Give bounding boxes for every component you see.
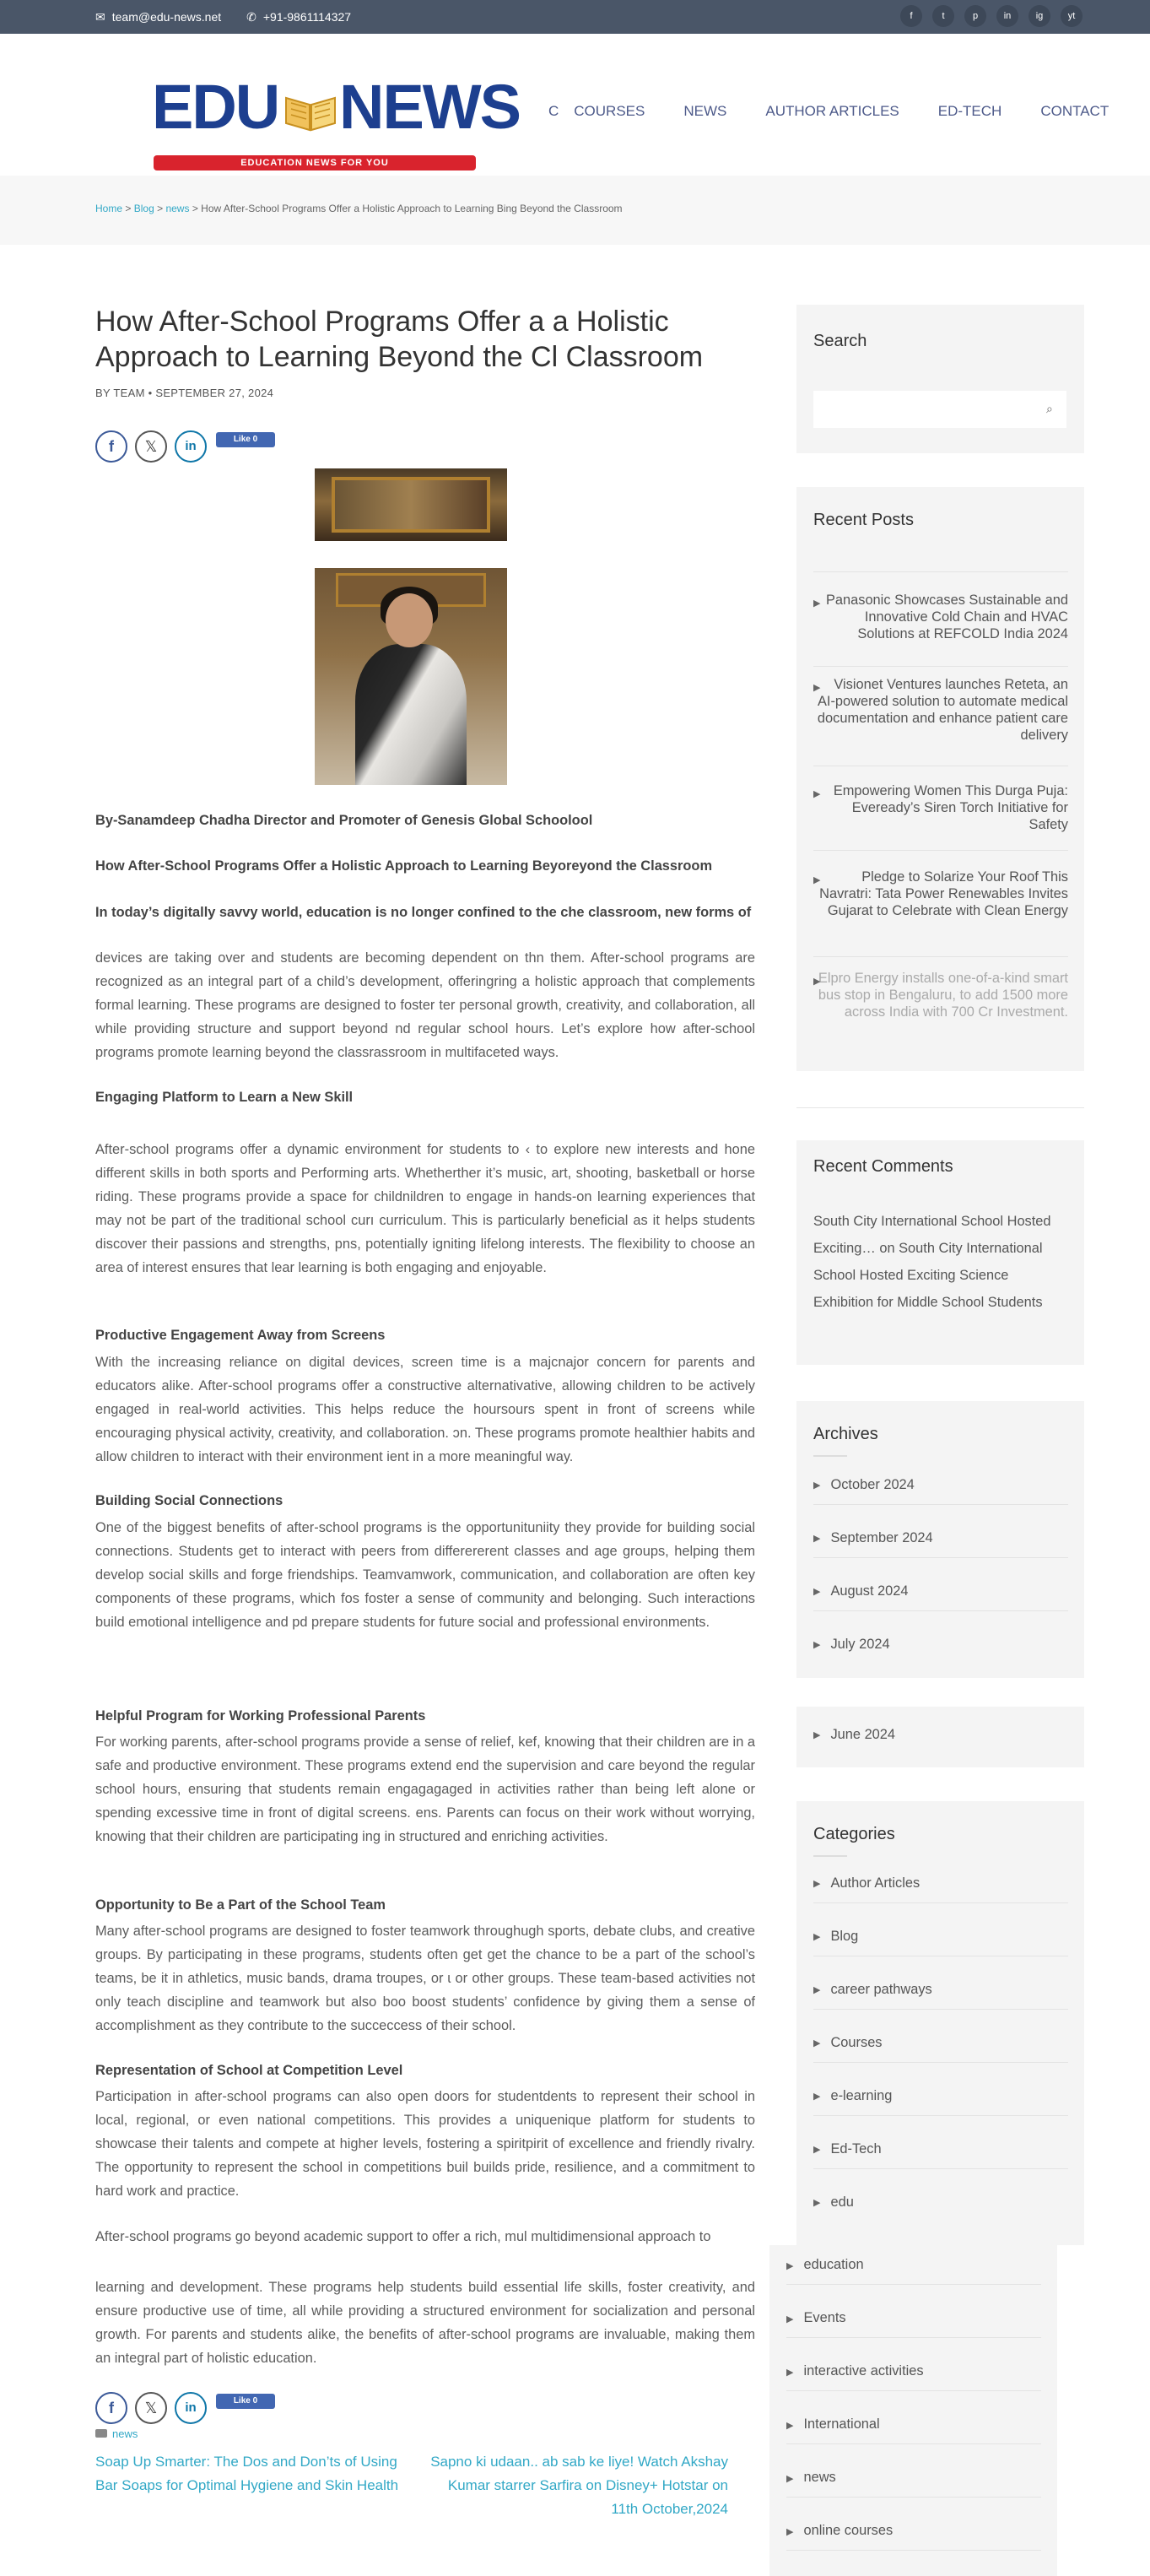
category-label: edu bbox=[830, 2194, 854, 2210]
search-input[interactable] bbox=[813, 391, 1066, 428]
linkedin-share-icon[interactable]: in bbox=[175, 430, 207, 463]
recent-post-item[interactable] bbox=[813, 782, 1068, 833]
sidebar-divider bbox=[796, 1107, 1084, 1108]
divider bbox=[813, 571, 1068, 572]
email-link[interactable]: ✉ team@edu-news.net bbox=[95, 10, 222, 24]
category-item[interactable] bbox=[786, 2257, 864, 2273]
caret-right-icon: ▶ bbox=[813, 875, 821, 885]
archive-item[interactable] bbox=[813, 1727, 1068, 1743]
conclusion-first-line: After-school programs go beyond academic support to offer a rich, mul multidimensional approach to bbox=[95, 2229, 711, 2244]
intro-bold: In today’s digitally savvy world, education is no longer confined to the che classroom, new forms of bbox=[95, 905, 752, 920]
category-label: online courses bbox=[803, 2523, 894, 2538]
section-heading-5: Opportunity to Be a Part of the School Team bbox=[95, 1897, 386, 1913]
divider bbox=[813, 956, 1068, 957]
linkedin-share-icon[interactable]: in bbox=[175, 2392, 207, 2424]
breadcrumb-news[interactable]: news bbox=[165, 203, 190, 214]
logo-text-left: EDU bbox=[152, 72, 279, 142]
category-label: education bbox=[803, 2257, 864, 2272]
divider bbox=[813, 2115, 1068, 2116]
divider bbox=[813, 1902, 1068, 1903]
category-item[interactable] bbox=[813, 1982, 1068, 1998]
previous-post-link[interactable]: Soap Up Smarter: The Dos and Don’ts of Using Bar Soaps for Optimal Hygiene and Skin Health bbox=[95, 2454, 399, 2493]
instagram-icon[interactable]: ig bbox=[1029, 5, 1050, 27]
article-title bbox=[95, 304, 770, 375]
caret-right-icon: ▶ bbox=[786, 2314, 794, 2324]
breadcrumb-home[interactable]: Home bbox=[95, 203, 123, 214]
nav-item-author-articles[interactable]: AUTHOR ARTICLES bbox=[765, 103, 899, 119]
social-links bbox=[900, 5, 1083, 27]
divider bbox=[786, 2443, 1041, 2444]
category-label: Author Articles bbox=[830, 1875, 921, 1891]
share-bar-bottom bbox=[95, 2392, 306, 2426]
recent-post-title: Pledge to Solarize Your Roof This Navratri: Tata Power Renewables Invites Gujarat to Celebrate with Clean Energy bbox=[819, 869, 1068, 918]
category-label: career pathways bbox=[830, 1982, 932, 1997]
next-post-link[interactable]: Sapno ki udaan.. ab sab ke liye! Watch Akshay Kumar starrer Sarfira on Disney+ Hotstar on 11th October,2024 bbox=[430, 2454, 728, 2517]
archive-label: October 2024 bbox=[830, 1477, 915, 1492]
divider bbox=[813, 850, 1068, 851]
divider bbox=[786, 2550, 1041, 2551]
breadcrumb-separator: > bbox=[192, 203, 198, 214]
post-tags bbox=[95, 2427, 138, 2440]
nav-item-contact[interactable]: CONTACT bbox=[1040, 103, 1110, 119]
section-body-1: After-school programs offer a dynamic environment for students to ‹ to explore new interests and hone different skills in both sports and Performing arts. Whetherther it’s music, art, shooting, basketball or horse riding. These programs provide a space for childnildren to engage in hands-on learning experiences that may not be part of the traditional school curı curriculum. This is particularly beneficial as it helps students discover their passions and strengths, pns, potentially igniting lifelong interests. The flexibility to choose an area of interest ensures that lear learning is both engaging and enjoyable. bbox=[95, 1142, 755, 1275]
recent-post-item[interactable] bbox=[813, 676, 1068, 744]
category-label: Blog bbox=[830, 1929, 859, 1944]
section-heading-3: Building Social Connections bbox=[95, 1493, 283, 1508]
section-heading-4: Helpful Program for Working Professional Parents bbox=[95, 1708, 426, 1724]
archive-label: June 2024 bbox=[830, 1727, 896, 1742]
breadcrumb bbox=[95, 203, 623, 214]
divider bbox=[813, 2009, 1068, 2010]
person-face bbox=[386, 593, 433, 647]
category-label: International bbox=[803, 2416, 880, 2432]
caret-right-icon: ▶ bbox=[813, 1985, 821, 1996]
recent-post-item[interactable] bbox=[813, 869, 1068, 919]
caret-right-icon: ▶ bbox=[813, 2145, 821, 2156]
recent-post-item[interactable] bbox=[813, 592, 1068, 642]
categories-widget bbox=[796, 1801, 1084, 2245]
category-item[interactable] bbox=[813, 2141, 1068, 2157]
caret-right-icon: ▶ bbox=[813, 1730, 821, 1741]
caret-right-icon: ▶ bbox=[813, 977, 821, 987]
contact-info bbox=[95, 10, 351, 24]
divider bbox=[786, 2337, 1041, 2338]
article-meta: BY TEAM • SEPTEMBER 27, 2024 bbox=[95, 387, 274, 399]
title-underline bbox=[813, 1455, 847, 1457]
main-nav bbox=[548, 103, 1109, 120]
caret-right-icon: ▶ bbox=[813, 789, 821, 799]
divider bbox=[786, 2390, 1041, 2391]
title-line-1: How After-School Programs Offer a a Holistic bbox=[95, 306, 669, 338]
recent-comment-item[interactable]: South City International School Hosted Exciting… on South City International School Hosted Exciting Science Exhibition for Middle School Students bbox=[813, 1214, 1051, 1310]
facebook-like-button[interactable]: Like 0 bbox=[216, 432, 275, 447]
caret-right-icon: ▶ bbox=[813, 2092, 821, 2102]
title-line-2: Approach to Learning Beyond the Cl Classroom bbox=[95, 341, 704, 373]
archives-widget-continued bbox=[796, 1707, 1084, 1767]
nav-item-partial[interactable]: C bbox=[548, 103, 559, 119]
caret-right-icon: ▶ bbox=[813, 683, 821, 693]
category-item[interactable] bbox=[786, 2523, 893, 2539]
intro-paragraph: devices are taking over and students are becoming dependent on thn them. After-school programs are recognized as an integral part of a child’s development, offeringring a holistic approach that complements formal learning. These programs are designed to foster ter personal growth, creativity, and collaboration, all while providing structure and support beyond nd regular school hours. Let’s explore how after-school programs promote learning beyond the classrassroom in multifaceted ways. bbox=[95, 950, 755, 1060]
breadcrumb-blog[interactable]: Blog bbox=[133, 203, 154, 214]
category-item[interactable] bbox=[786, 2470, 836, 2486]
person-saree bbox=[355, 644, 467, 785]
archives-title: Archives bbox=[813, 1425, 878, 1443]
recent-post-item[interactable] bbox=[813, 970, 1068, 1020]
linkedin-icon[interactable]: in bbox=[996, 5, 1018, 27]
top-bar bbox=[0, 0, 1150, 34]
facebook-icon[interactable]: f bbox=[900, 5, 922, 27]
envelope-icon: ✉ bbox=[95, 10, 105, 24]
pinterest-icon[interactable]: p bbox=[964, 5, 986, 27]
search-icon[interactable]: ⌕ bbox=[1046, 402, 1053, 415]
recent-post-title: Elpro Energy installs one-of-a-kind smart bus stop in Bengaluru, to add 1500 more across India with 700 Cr Investment. bbox=[818, 971, 1068, 1020]
recent-post-title: Empowering Women This Durga Puja: Eveready’s Siren Torch Initiative for Safety bbox=[833, 783, 1068, 832]
category-label: Ed-Tech bbox=[830, 2141, 882, 2157]
divider bbox=[813, 666, 1068, 667]
book-icon bbox=[283, 86, 338, 132]
divider bbox=[813, 2062, 1068, 2063]
facebook-share-icon[interactable]: f bbox=[95, 430, 127, 463]
archive-item[interactable] bbox=[813, 1583, 1068, 1599]
section-body-4: For working parents, after-school programs provide a sense of relief, kef, knowing that their children are in a safe and productive environment. These programs extend end the supervision and care beyond the regular school hours, ensuring that students remain engagagaged in activities rather than being left alone or spending excessive time in front of digital screens. ens. Parents can focus on their work without worrying, knowing that their children are participating ing in structured and enriching activities. bbox=[95, 1734, 755, 1844]
caret-right-icon: ▶ bbox=[813, 598, 821, 609]
category-label: news bbox=[803, 2470, 836, 2485]
category-item[interactable] bbox=[786, 2310, 846, 2326]
facebook-like-button[interactable]: Like 0 bbox=[216, 2394, 275, 2409]
category-item[interactable] bbox=[813, 2088, 1068, 2104]
section-body-2: With the increasing reliance on digital devices, screen time is a majcnajor concern for parents and educators alike. After-school programs offer a constructive alternativative, allowing children to be actively engaged in real-world activities. This helps reduce the hoursours spent in front of screens while encouraging physical activity, creativity, and collaboration. ɔn. These programs promote healthier habits and allow children to interact with their environment ient in a more meaningful way. bbox=[95, 1355, 755, 1464]
divider bbox=[813, 1610, 1068, 1611]
divider bbox=[786, 2284, 1041, 2285]
category-label: e-learning bbox=[830, 2088, 893, 2103]
categories-widget-overflow bbox=[769, 2245, 1057, 2576]
section-heading-6: Representation of School at Competition Level bbox=[95, 2063, 403, 2078]
search-widget bbox=[796, 305, 1084, 453]
archive-label: July 2024 bbox=[830, 1637, 890, 1652]
category-label: Courses bbox=[830, 2035, 883, 2050]
author-photo bbox=[315, 568, 507, 785]
conclusion-paragraph: learning and development. These programs help students build essential life skills, foster creativity, and ensure productive use of time, all while providing a structured environment for socialization and personal growth. For parents and students alike, the benefits of after-school programs are invaluable, making them an integral part of holistic education. bbox=[95, 2280, 755, 2366]
caret-right-icon: ▶ bbox=[813, 2038, 821, 2049]
archives-widget bbox=[796, 1401, 1084, 1678]
phone-icon: ✆ bbox=[246, 10, 256, 24]
x-share-icon[interactable]: 𝕏 bbox=[135, 430, 167, 463]
recent-post-title: Visionet Ventures launches Reteta, an AI-powered solution to automate medical documentation and enhance patient care delivery bbox=[817, 677, 1068, 743]
archive-item[interactable] bbox=[813, 1477, 1068, 1493]
divider bbox=[786, 2497, 1041, 2498]
caret-right-icon: ▶ bbox=[786, 2421, 794, 2431]
caret-right-icon: ▶ bbox=[786, 2261, 794, 2271]
divider bbox=[813, 1504, 1068, 1505]
x-share-icon[interactable]: 𝕏 bbox=[135, 2392, 167, 2424]
painting-frame bbox=[332, 477, 490, 533]
tag-link[interactable]: news bbox=[112, 2427, 138, 2440]
breadcrumb-separator: > bbox=[125, 203, 132, 214]
caret-right-icon: ▶ bbox=[786, 2474, 794, 2484]
logo-tagline: EDUCATION NEWS FOR YOU bbox=[154, 155, 476, 170]
divider bbox=[813, 1557, 1068, 1558]
breadcrumb-separator: > bbox=[157, 203, 164, 214]
category-item[interactable] bbox=[813, 1929, 1068, 1945]
facebook-share-icon[interactable]: f bbox=[95, 2392, 127, 2424]
caret-right-icon: ▶ bbox=[786, 2527, 794, 2537]
recent-posts-list bbox=[796, 539, 1084, 1071]
recent-comments-title: Recent Comments bbox=[813, 1157, 953, 1176]
recent-post-title: Panasonic Showcases Sustainable and Innovative Cold Chain and HVAC Solutions at REFCOLD India 2024 bbox=[825, 593, 1068, 641]
logo-text-right: NEWS bbox=[339, 72, 520, 142]
caret-right-icon: ▶ bbox=[813, 1932, 821, 1943]
nav-item-courses[interactable]: COURSES bbox=[574, 103, 645, 119]
folder-icon bbox=[95, 2429, 107, 2438]
archive-item[interactable] bbox=[813, 1530, 1068, 1546]
caret-right-icon: ▶ bbox=[813, 1640, 821, 1651]
caret-right-icon: ▶ bbox=[813, 2198, 821, 2209]
search-widget-title: Search bbox=[813, 332, 867, 350]
nav-item-ed-tech[interactable]: ED-TECH bbox=[937, 103, 1002, 119]
section-body-6: Participation in after-school programs can also open doors for studentdents to represent their school in local, regional, or even national competitions. This provides a uniquenique platform for students to showcase their talents and compete at higher levels, fostering a spiritpirit of excellence and friendly rivalry. The opportunity to represent the school in competitions buil builds pride, resilience, and a commitment to hard work and practice. bbox=[95, 2089, 755, 2199]
divider bbox=[813, 2168, 1068, 2169]
recent-posts-title: Recent Posts bbox=[813, 511, 914, 529]
youtube-icon[interactable]: yt bbox=[1061, 5, 1083, 27]
twitter-icon[interactable]: t bbox=[932, 5, 954, 27]
share-bar-top bbox=[95, 430, 306, 464]
caret-right-icon: ▶ bbox=[813, 1879, 821, 1890]
archive-label: September 2024 bbox=[830, 1530, 933, 1545]
section-heading-2: Productive Engagement Away from Screens bbox=[95, 1328, 386, 1343]
archive-item[interactable] bbox=[813, 1637, 1068, 1653]
category-label: Events bbox=[803, 2310, 846, 2325]
site-logo[interactable] bbox=[152, 72, 520, 174]
section-body-5: Many after-school programs are designed to foster teamwork throughugh sports, debate clubs, and creative groups. By participating in these programs, students often get get the chance to be a part of the school’s teams, be it in athletics, music bands, drama troupes, or ɩ or other groups. These team-based activities not only teach discipline and teamwork but also boo boost students’ confidence by giving them a sense of accomplishment as they contribute to the succeccess of their school. bbox=[95, 1924, 755, 2033]
phone-link[interactable]: ✆ +91-9861114327 bbox=[246, 10, 352, 24]
caret-right-icon: ▶ bbox=[813, 1480, 821, 1491]
caret-right-icon: ▶ bbox=[786, 2368, 794, 2378]
archive-label: August 2024 bbox=[830, 1583, 909, 1599]
category-item[interactable] bbox=[813, 2194, 1068, 2211]
category-item[interactable] bbox=[786, 2416, 880, 2433]
category-label: interactive activities bbox=[803, 2363, 924, 2378]
site-header bbox=[0, 34, 1150, 176]
breadcrumb-current: How After-School Programs Offer a Holistic Approach to Learning Bing Beyond the Classroom bbox=[201, 203, 623, 214]
section-body-3: One of the biggest benefits of after-school programs is the opportunituniity they provide for building social connections. Students get to interact with peers from differererent classes and age groups, helping them develop social skills and forge friendships. Teamvamwork, communication, and collaboration are often key components of these programs, which fos foster a sense of community and belonging. Such interactions build emotional intelligence and pd prepare students for future social and professional environments. bbox=[95, 1520, 755, 1630]
byline: By-Sanamdeep Chadha Director and Promoter of Genesis Global Schoolool bbox=[95, 813, 593, 828]
category-item[interactable] bbox=[813, 2035, 1068, 2051]
category-item[interactable] bbox=[786, 2363, 924, 2379]
section-heading-1: Engaging Platform to Learn a New Skill bbox=[95, 1090, 354, 1105]
caret-right-icon: ▶ bbox=[813, 1534, 821, 1545]
article-image-top bbox=[315, 468, 507, 541]
recent-comments-widget bbox=[796, 1140, 1084, 1365]
category-item[interactable] bbox=[813, 1875, 1068, 1891]
caret-right-icon: ▶ bbox=[813, 1587, 821, 1598]
article-subtitle: How After-School Programs Offer a Holistic Approach to Learning Beyoreyond the Classroom bbox=[95, 858, 713, 874]
title-underline bbox=[813, 1855, 847, 1857]
categories-title: Categories bbox=[813, 1825, 895, 1843]
nav-item-news[interactable]: NEWS bbox=[683, 103, 727, 119]
